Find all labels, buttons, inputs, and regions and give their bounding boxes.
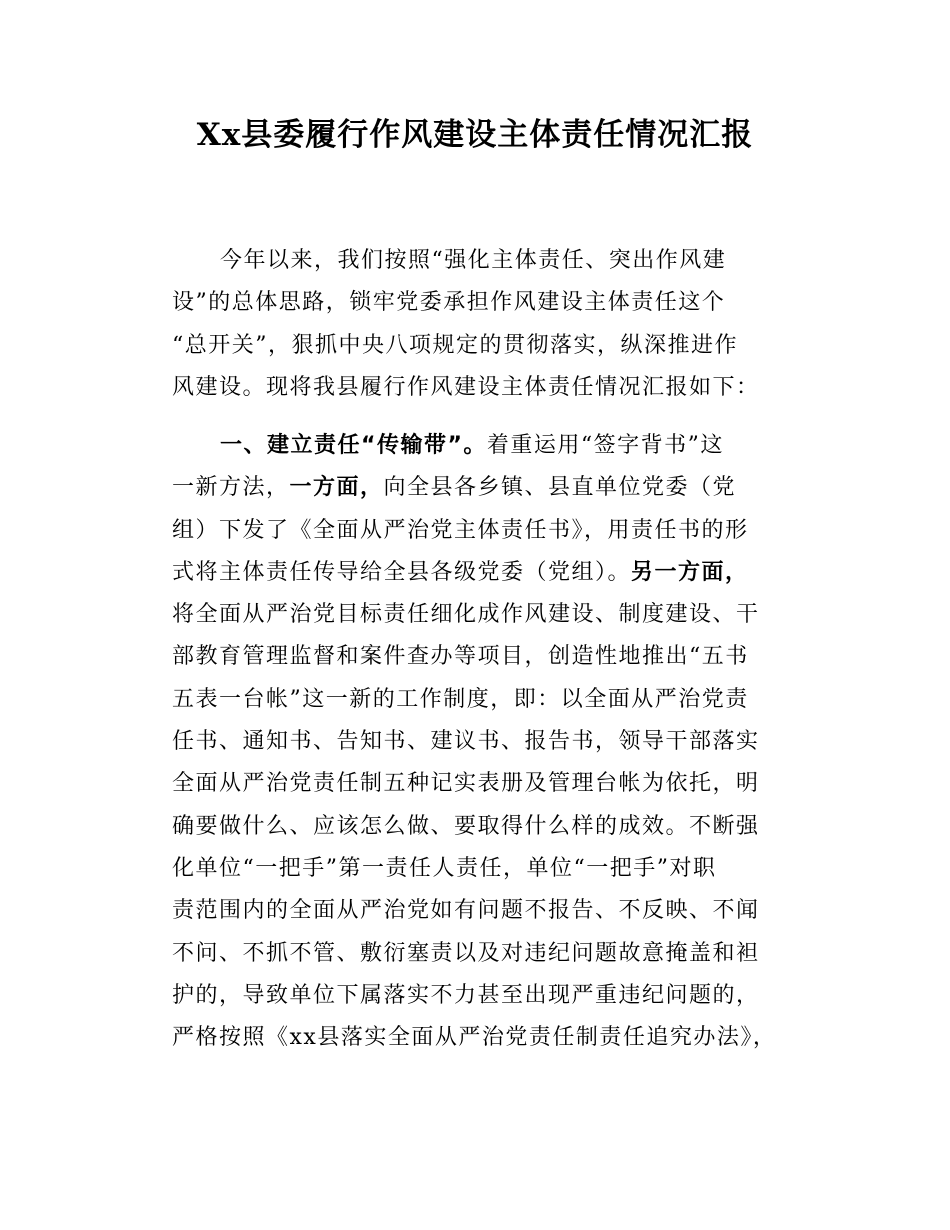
paragraph-line: “总开关”，狠抓中央八项规定的贯彻落实，纵深推进作 — [172, 332, 738, 358]
paragraph-line: 化单位“一把手”第一责任人责任，单位“一把手”对职 — [172, 855, 717, 881]
paragraph-line: 风建设。现将我县履行作风建设主体责任情况汇报如下： — [172, 374, 760, 400]
line-text: 向全县各乡镇、县直单位党委（党 — [383, 475, 737, 501]
paragraph-line: 部教育管理监督和案件查办等项目，创造性地推出“五书 — [172, 644, 749, 670]
paragraph-line: 设”的总体思路，锁牢党委承担作风建设主体责任这个 — [172, 290, 726, 316]
line-text: 今年以来，我们按照“强化主体责任、突出作风建 — [220, 248, 727, 273]
bold-phrase: 一方面， — [289, 475, 384, 501]
paragraph-line: 任书、通知书、告知书、建议书、报告书，领导干部落实 — [172, 729, 760, 755]
paragraph-line: 严格按照《xx县落实全面从严治党责任制责任追究办法》， — [172, 1025, 777, 1051]
paragraph-line: 组）下发了《全面从严治党主体责任书》，用责任书的形 — [172, 517, 749, 543]
paragraph-line: 确要做什么、应该怎么做、要取得什么样的成效。不断强 — [172, 813, 760, 839]
paragraph-line — [172, 552, 792, 594]
paragraph-intro — [172, 240, 792, 409]
document-title: Xx县委履行作风建设主体责任情况汇报 — [196, 117, 754, 153]
paragraph-line: 责范围内的全面从严治党如有问题不报告、不反映、不闻 — [172, 898, 760, 924]
paragraph-line: 不问、不抓不管、敷衍塞责以及对违纪问题故意掩盖和袒 — [172, 940, 760, 966]
paragraph-line — [172, 425, 792, 467]
paragraph-line: 护的，导致单位下属落实不力甚至出现严重违纪问题的， — [172, 982, 760, 1008]
line-text: 式将主体责任传导给全县各级党委（党组）。 — [172, 559, 632, 585]
paragraph-line: 全面从严治党责任制五种记实表册及管理台帐为依托，明 — [172, 771, 760, 797]
line-text: 着重运用“签字背书”这 — [486, 433, 724, 458]
paragraph-line — [172, 467, 792, 509]
bold-phrase: 另一方面， — [631, 559, 749, 585]
section-heading: 一、建立责任“传输带”。 — [220, 433, 487, 458]
paragraph-line — [172, 240, 792, 282]
paragraph-line: 五表一台帐”这一新的工作制度，即：以全面从严治党责 — [172, 686, 749, 712]
line-text: 一新方法， — [172, 475, 290, 501]
paragraph-section-one — [172, 425, 792, 1059]
paragraph-line: 将全面从严治党目标责任细化成作风建设、制度建设、干 — [172, 602, 760, 628]
